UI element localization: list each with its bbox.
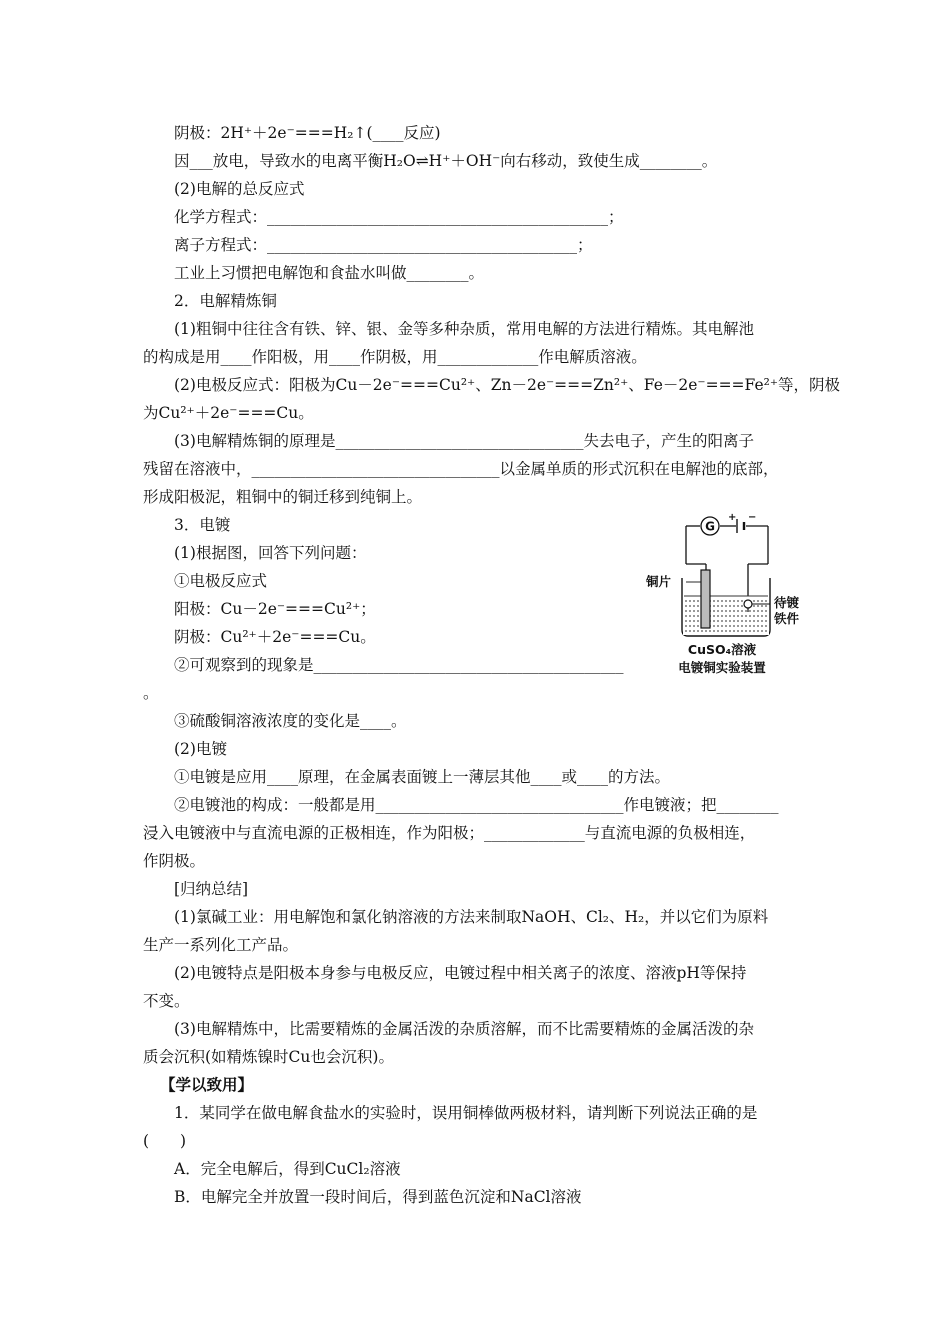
text-line: (1)氯碱工业：用电解饱和氯化钠溶液的方法来制取NaOH、Cl₂、H₂，并以它们为原料 [174, 908, 769, 926]
svg-text:CuSO₄溶液: CuSO₄溶液 [687, 642, 757, 657]
svg-text:铜片: 铜片 [646, 574, 672, 589]
text-line: (2)电解的总反应式 [174, 180, 305, 198]
text-line: 化学方程式：____________________________________________； [174, 208, 624, 226]
summary-heading: [归纳总结] [174, 880, 249, 898]
battery-icon [728, 512, 756, 533]
text-line: (3)电解精炼中，比需要精炼的金属活泼的杂质溶解，而不比需要精炼的金属活泼的杂 [174, 1020, 754, 1038]
text-line: (1)根据图，回答下列问题： [174, 544, 367, 562]
practice-heading: 【学以致用】 [160, 1075, 254, 1094]
text-line: (2)电镀 [174, 740, 227, 758]
galvanometer-icon [701, 517, 719, 535]
text-line: (2)电极反应式：阳极为Cu－2e⁻===Cu²⁺、Zn－2e⁻===Zn²⁺、Fe－2e⁻===Fe²⁺等，阴极 [174, 376, 841, 394]
svg-text:+: + [728, 512, 737, 523]
text-line: ③硫酸铜溶液浓度的变化是____。 [174, 712, 407, 730]
text-line: 阴极：2H⁺＋2e⁻===H₂↑(____反应) [174, 124, 441, 142]
text-line: 形成阳极泥，粗铜中的铜迁移到纯铜上。 [143, 488, 423, 506]
text-line: 离子方程式：________________________________________； [174, 236, 593, 254]
text-line: 生产一系列化工产品。 [143, 936, 299, 954]
svg-text:电镀铜实验装置: 电镀铜实验装置 [678, 660, 766, 675]
svg-text:铁件: 铁件 [774, 611, 800, 626]
electroplating-apparatus-diagram [640, 508, 800, 680]
text-line: ②电镀池的构成：一般都是用________________________________作电镀液；把________ [174, 796, 779, 814]
text-line: 残留在溶液中，________________________________以金属单质的形式沉积在电解池的底部， [143, 460, 779, 478]
svg-text:G: G [705, 519, 715, 534]
text-line: ①电极反应式 [174, 572, 268, 590]
option-a: A．完全电解后，得到CuCl₂溶液 [174, 1160, 401, 1178]
section-heading: 2．电解精炼铜 [174, 292, 277, 310]
text-line: 阳极：Cu－2e⁻===Cu²⁺； [174, 600, 376, 618]
text-line: 。 [143, 684, 159, 702]
text-line: 作阴极。 [143, 852, 206, 870]
text-line: 工业上习惯把电解饱和食盐水叫做________。 [174, 264, 485, 282]
text-line: ①电镀是应用____原理，在金属表面镀上一薄层其他____或____的方法。 [174, 768, 671, 786]
text-line: 阴极：Cu²⁺＋2e⁻===Cu。 [174, 628, 376, 646]
option-b: B．电解完全并放置一段时间后，得到蓝色沉淀和NaCl溶液 [174, 1188, 582, 1206]
beaker-icon [682, 578, 770, 636]
question-stem: 1．某同学在做电解食盐水的实验时，误用铜棒做两极材料，请判断下列说法正确的是 [174, 1104, 758, 1122]
text-line: 的构成是用____作阳极，用____作阴极，用_____________作电解质溶液。 [143, 348, 647, 366]
section-heading: 3．电镀 [174, 516, 231, 534]
text-line: 浸入电镀液中与直流电源的正极相连，作为阳极；_____________与直流电源的负极相连， [143, 824, 756, 842]
text-line: 为Cu²⁺＋2e⁻===Cu。 [143, 404, 314, 422]
text-line: 质会沉积(如精炼镍时Cu也会沉积)。 [143, 1048, 394, 1066]
svg-text:−: − [748, 512, 757, 523]
text-line: 因___放电，导致水的电离平衡H₂O⇌H⁺＋OH⁻向右移动，致使生成________。 [174, 152, 718, 170]
text-line: ②可观察到的现象是________________________________________ [174, 656, 624, 674]
copper-plate-icon [701, 570, 710, 628]
question-stem: ( ) [143, 1132, 187, 1150]
text-line: (1)粗铜中往往含有铁、锌、银、金等多种杂质，常用电解的方法进行精炼。其电解池 [174, 320, 754, 338]
text-line: (3)电解精炼铜的原理是________________________________失去电子，产生的阳离子 [174, 432, 754, 450]
svg-text:待镀: 待镀 [774, 595, 800, 610]
text-line: 不变。 [143, 992, 190, 1010]
text-line: (2)电镀特点是阳极本身参与电极反应，电镀过程中相关离子的浓度、溶液pH等保持 [174, 964, 747, 982]
